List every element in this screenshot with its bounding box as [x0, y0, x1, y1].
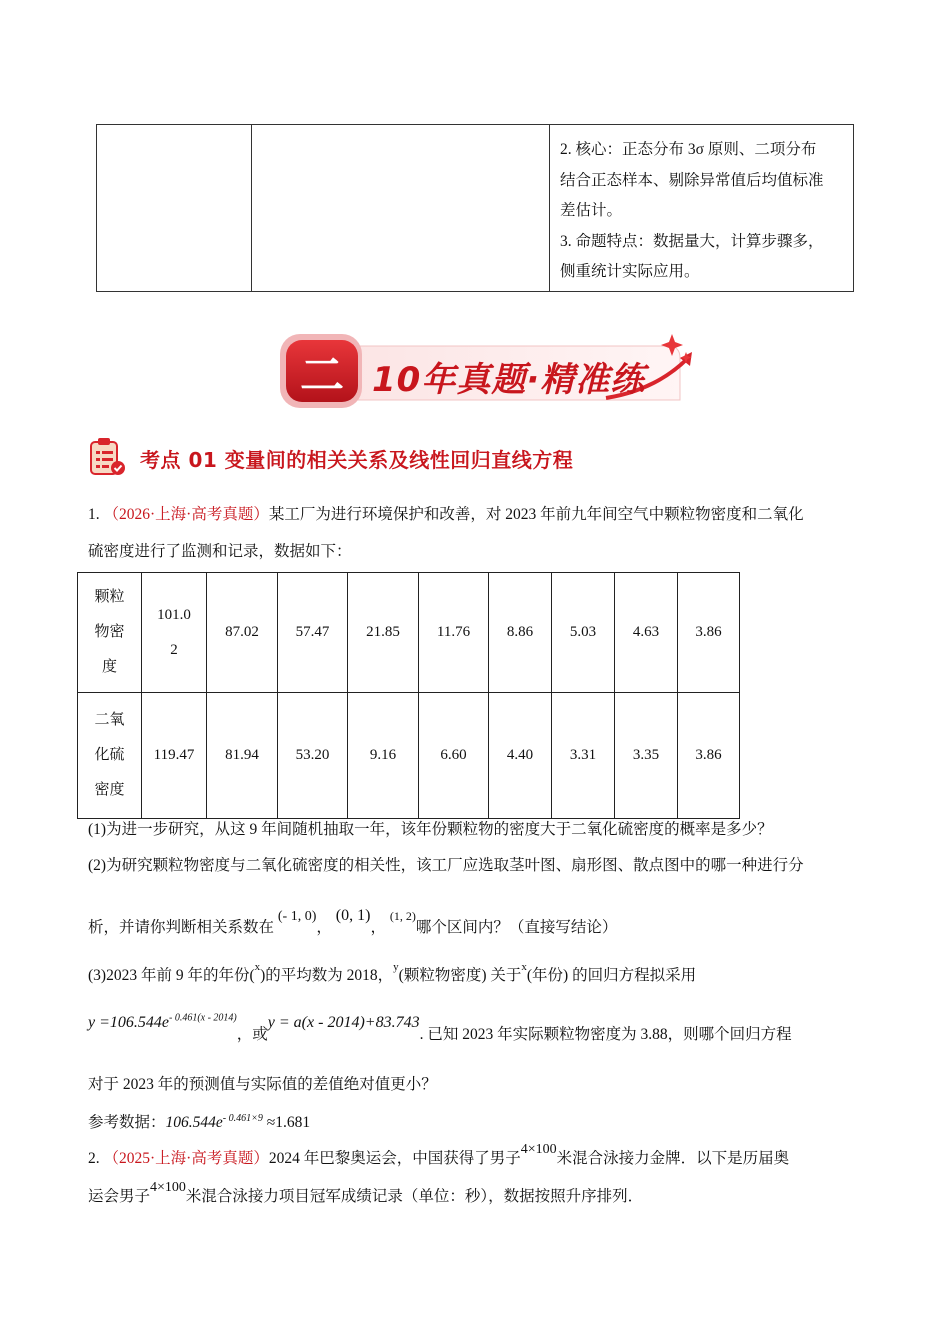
q1-part2-line2: 析，并请你判断相关系数在 (- 1, 0)， (0, 1)， $^{(1, 2)}$哪个区间内？（直接写结论） [88, 907, 618, 936]
table-cell: 81.94 [207, 693, 278, 819]
table-cell: 3.86 [678, 693, 740, 819]
row-header-particulate: 颗粒 物密 度 [78, 573, 142, 693]
banner-title: 10年真题·精准练 [372, 360, 646, 400]
clipboard-icon [88, 436, 128, 480]
cell3-line: 2. 核心：正态分布 3σ 原则、二项分布 [560, 141, 817, 158]
equation-1: $y =106.544e^{- 0.461(x - 2014)}$ [88, 1012, 237, 1031]
q1-number: 1. [88, 506, 100, 523]
cell3-line: 3. 命题特点：数据量大，计算步骤多， [560, 232, 824, 250]
section-banner [276, 328, 704, 418]
q1-part3-line3: 对于 2023 年的预测值与实际值的差值绝对值更小？ [88, 1076, 437, 1093]
table-cell: 3.35 [615, 693, 678, 819]
table-cell: 87.02 [207, 573, 278, 693]
table-cell: 53.20 [278, 693, 348, 819]
table-cell: 3.86 [678, 573, 740, 693]
table-cell: 11.76 [419, 573, 489, 693]
table-cell: 57.47 [278, 573, 348, 693]
cell3-line: 差估计。 [560, 202, 623, 219]
banner-number: 二 [300, 350, 344, 401]
table-cell: 8.86 [489, 573, 552, 693]
table-row-particulate [78, 573, 740, 693]
q2-line1: 2. （2025·上海·高考真题）2024 年巴黎奥运会，中国获得了男子4×100米混合泳接力金牌．以下是历届奥 [88, 1142, 790, 1167]
table-cell: 119.47 [142, 693, 207, 819]
q1-intro-line2: 硫密度进行了监测和记录，数据如下： [88, 543, 352, 560]
top-table-cell-1 [97, 125, 252, 292]
cell3-line: 侧重统计实际应用。 [560, 263, 700, 280]
row-header-so2: 二氧 化硫 密度 [78, 693, 142, 819]
section-title: 考点 01 变量间的相关关系及线性回归直线方程 [140, 447, 574, 472]
q1-part3-line2: $y =106.544e^{- 0.461(x - 2014)}$，或y = a(x - 2014)+83.743. 已知 2023 年实际颗粒物密度为 3.88，则哪个回归方程 [88, 1012, 792, 1043]
q1-source: （2026·上海·高考真题） [103, 506, 269, 523]
interval-0-1: (0, 1) [335, 907, 371, 924]
q1-reference: 参考数据：$106.544e^{- 0.461\times 9} \approx 1.681$ [88, 1113, 311, 1132]
q1-intro [88, 496, 860, 570]
table-cell: 4.63 [615, 573, 678, 693]
q1-part2-line1: (2)为研究颗粒物密度与二氧化硫密度的相关性，该工厂应选取茎叶图、扇形图、散点图中的哪一种进行分 [88, 857, 804, 874]
table-cell: 3.31 [552, 693, 615, 819]
interval-1-2: (1, 2) [389, 909, 416, 923]
q2-line2: 运会男子4×100米混合泳接力项目冠军成绩记录（单位：秒），数据按照升序排列． [88, 1180, 644, 1205]
table-cell: 101.0 2 [142, 573, 207, 693]
q1-intro-line1: 某工厂为进行环境保护和改善，对 2023 年前九年间空气中颗粒物密度和二氧化 [268, 506, 804, 523]
q2-source: （2025·上海·高考真题） [103, 1150, 269, 1167]
cell3-line: 结合正态样本、剔除异常值后均值标准 [560, 171, 824, 189]
table-cell: 9.16 [348, 693, 419, 819]
section-heading [88, 436, 573, 480]
data-table [77, 572, 740, 819]
equation-2: y = a(x - 2014)+83.743 [267, 1014, 420, 1031]
top-table-cell-3 [550, 125, 854, 292]
top-table-cell-2 [252, 125, 550, 292]
q2-number: 2. [88, 1150, 100, 1167]
interval-neg1-0: (- 1, 0) [277, 909, 317, 924]
table-cell: 5.03 [552, 573, 615, 693]
q1-part3-line1: (3)2023 年前 9 年的年份($^x$)的平均数为 2018，$^y$(颗粒物密度) 关于$^x$(年份) 的回归方程拟采用 [88, 961, 697, 984]
table-cell: 4.40 [489, 693, 552, 819]
table-row-so2 [78, 693, 740, 819]
q1-part1: (1)为进一步研究，从这 9 年间随机抽取一年，该年份颗粒物的密度大于二氧化硫密度的概率是多少？ [88, 821, 773, 838]
table-cell: 21.85 [348, 573, 419, 693]
top-table [96, 124, 854, 292]
table-cell: 6.60 [419, 693, 489, 819]
